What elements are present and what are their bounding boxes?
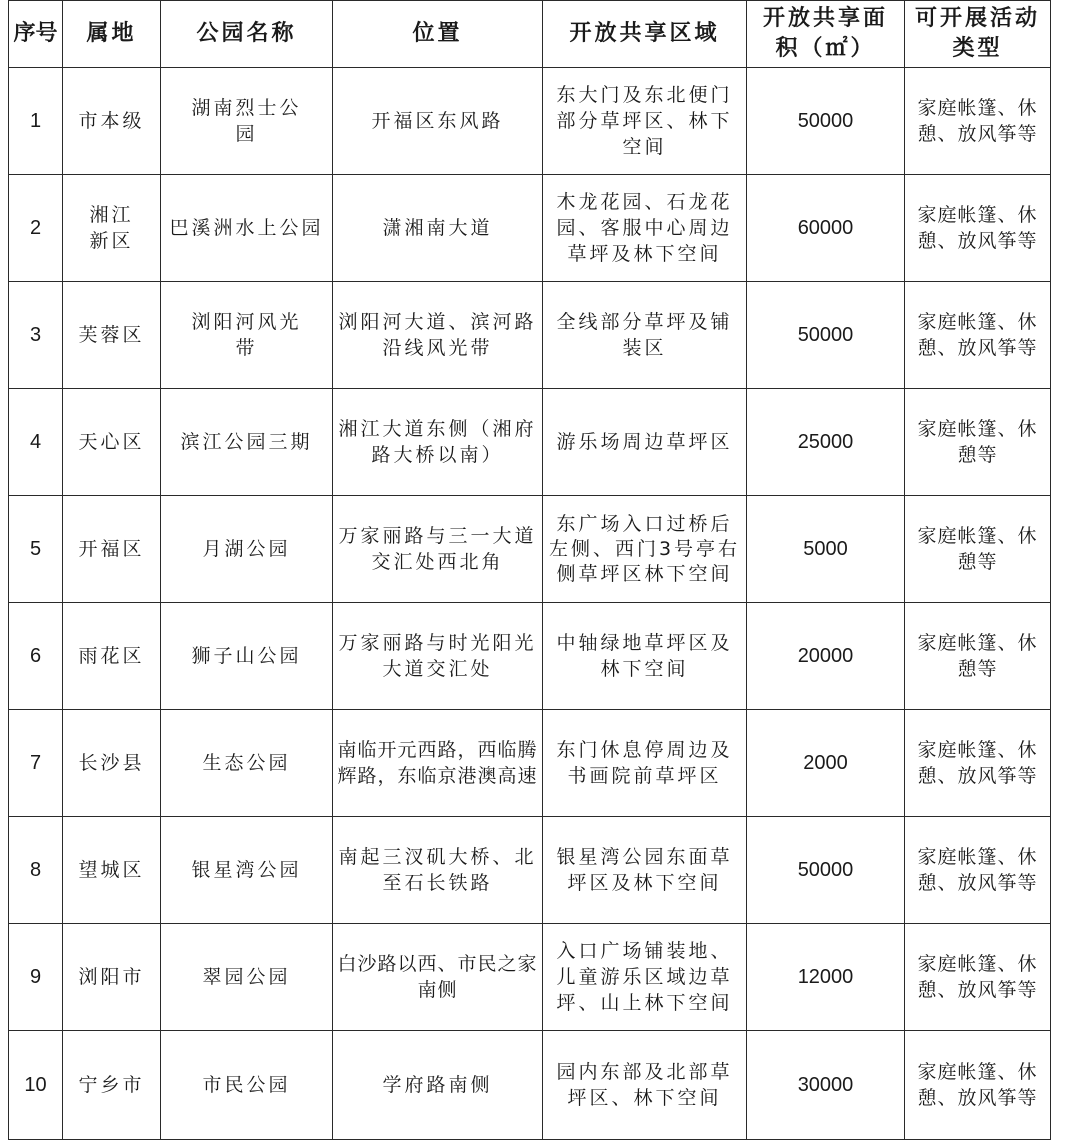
cell-activity-types: 家庭帐篷、休憩等	[905, 389, 1051, 496]
cell-open-area-zone: 中轴绿地草坪区及林下空间	[543, 603, 747, 710]
cell-district: 开福区	[63, 496, 161, 603]
cell-location: 开福区东风路	[333, 68, 543, 175]
cell-open-area-zone: 全线部分草坪及铺装区	[543, 282, 747, 389]
cell-location: 南起三汊矶大桥、北至石长铁路	[333, 817, 543, 924]
cell-open-area-zone: 园内东部及北部草坪区、林下空间	[543, 1031, 747, 1140]
cell-district: 长沙县	[63, 710, 161, 817]
cell-index: 8	[9, 817, 63, 924]
cell-park-name: 月湖公园	[161, 496, 333, 603]
table-row	[9, 68, 1051, 175]
cell-park-name: 狮子山公园	[161, 603, 333, 710]
cell-activity-types: 家庭帐篷、休憩、放风筝等	[905, 710, 1051, 817]
cell-activity-types: 家庭帐篷、休憩、放风筝等	[905, 1031, 1051, 1140]
cell-activity-types: 家庭帐篷、休憩等	[905, 603, 1051, 710]
cell-district: 宁乡市	[63, 1031, 161, 1140]
cell-district: 浏阳市	[63, 924, 161, 1031]
cell-index: 1	[9, 68, 63, 175]
table-row	[9, 710, 1051, 817]
header-park-name: 公园名称	[161, 1, 333, 68]
cell-open-area-zone: 入口广场铺装地、儿童游乐区域边草坪、山上林下空间	[543, 924, 747, 1031]
cell-activity-types: 家庭帐篷、休憩、放风筝等	[905, 924, 1051, 1031]
table-row	[9, 603, 1051, 710]
cell-index: 10	[9, 1031, 63, 1140]
cell-open-area-zone: 东大门及东北便门部分草坪区、林下空间	[543, 68, 747, 175]
cell-activity-types: 家庭帐篷、休憩、放风筝等	[905, 817, 1051, 924]
header-index: 序号	[9, 1, 63, 68]
cell-open-area-size: 30000	[747, 1031, 905, 1140]
header-open-area-zone: 开放共享区域	[543, 1, 747, 68]
cell-park-name: 翠园公园	[161, 924, 333, 1031]
cell-park-name: 市民公园	[161, 1031, 333, 1140]
cell-open-area-size: 5000	[747, 496, 905, 603]
cell-park-name: 滨江公园三期	[161, 389, 333, 496]
table-row	[9, 496, 1051, 603]
cell-district: 雨花区	[63, 603, 161, 710]
cell-location: 浏阳河大道、滨河路沿线风光带	[333, 282, 543, 389]
cell-district: 芙蓉区	[63, 282, 161, 389]
cell-open-area-zone: 银星湾公园东面草坪区及林下空间	[543, 817, 747, 924]
cell-open-area-size: 20000	[747, 603, 905, 710]
header-row	[9, 1, 1051, 68]
cell-open-area-size: 25000	[747, 389, 905, 496]
table-row	[9, 924, 1051, 1031]
cell-location: 南临开元西路，西临腾辉路，东临京港澳高速	[333, 710, 543, 817]
cell-district: 湘江新区	[63, 175, 161, 282]
cell-park-name: 银星湾公园	[161, 817, 333, 924]
table-row	[9, 817, 1051, 924]
cell-index: 5	[9, 496, 63, 603]
cell-location: 学府路南侧	[333, 1031, 543, 1140]
cell-open-area-size: 50000	[747, 68, 905, 175]
cell-location: 潇湘南大道	[333, 175, 543, 282]
cell-open-area-size: 2000	[747, 710, 905, 817]
cell-index: 6	[9, 603, 63, 710]
table-row	[9, 1031, 1051, 1140]
cell-open-area-size: 12000	[747, 924, 905, 1031]
cell-activity-types: 家庭帐篷、休憩、放风筝等	[905, 282, 1051, 389]
cell-district: 望城区	[63, 817, 161, 924]
cell-park-name: 湖南烈士公园	[161, 68, 333, 175]
cell-open-area-zone: 东广场入口过桥后左侧、西门3号亭右侧草坪区林下空间	[543, 496, 747, 603]
table-row	[9, 282, 1051, 389]
table-row	[9, 175, 1051, 282]
cell-location: 万家丽路与时光阳光大道交汇处	[333, 603, 543, 710]
cell-location: 白沙路以西、市民之家南侧	[333, 924, 543, 1031]
cell-location: 湘江大道东侧（湘府路大桥以南）	[333, 389, 543, 496]
cell-activity-types: 家庭帐篷、休憩、放风筝等	[905, 68, 1051, 175]
cell-district: 市本级	[63, 68, 161, 175]
cell-open-area-zone: 木龙花园、石龙花园、客服中心周边草坪及林下空间	[543, 175, 747, 282]
park-sharing-table	[8, 0, 1051, 1140]
cell-index: 9	[9, 924, 63, 1031]
cell-open-area-size: 60000	[747, 175, 905, 282]
cell-location: 万家丽路与三一大道交汇处西北角	[333, 496, 543, 603]
cell-open-area-size: 50000	[747, 282, 905, 389]
header-activity-types: 可开展活动类型	[905, 1, 1051, 68]
park-sharing-table-sheet	[8, 0, 1051, 1140]
cell-index: 2	[9, 175, 63, 282]
cell-activity-types: 家庭帐篷、休憩、放风筝等	[905, 175, 1051, 282]
cell-activity-types: 家庭帐篷、休憩等	[905, 496, 1051, 603]
cell-open-area-size: 50000	[747, 817, 905, 924]
cell-park-name: 生态公园	[161, 710, 333, 817]
cell-open-area-zone: 游乐场周边草坪区	[543, 389, 747, 496]
cell-district: 天心区	[63, 389, 161, 496]
table-row	[9, 389, 1051, 496]
cell-index: 7	[9, 710, 63, 817]
cell-index: 4	[9, 389, 63, 496]
cell-open-area-zone: 东门休息停周边及书画院前草坪区	[543, 710, 747, 817]
header-open-area-size: 开放共享面积（㎡）	[747, 1, 905, 68]
header-location: 位置	[333, 1, 543, 68]
cell-park-name: 浏阳河风光带	[161, 282, 333, 389]
header-district: 属地	[63, 1, 161, 68]
cell-park-name: 巴溪洲水上公园	[161, 175, 333, 282]
cell-index: 3	[9, 282, 63, 389]
